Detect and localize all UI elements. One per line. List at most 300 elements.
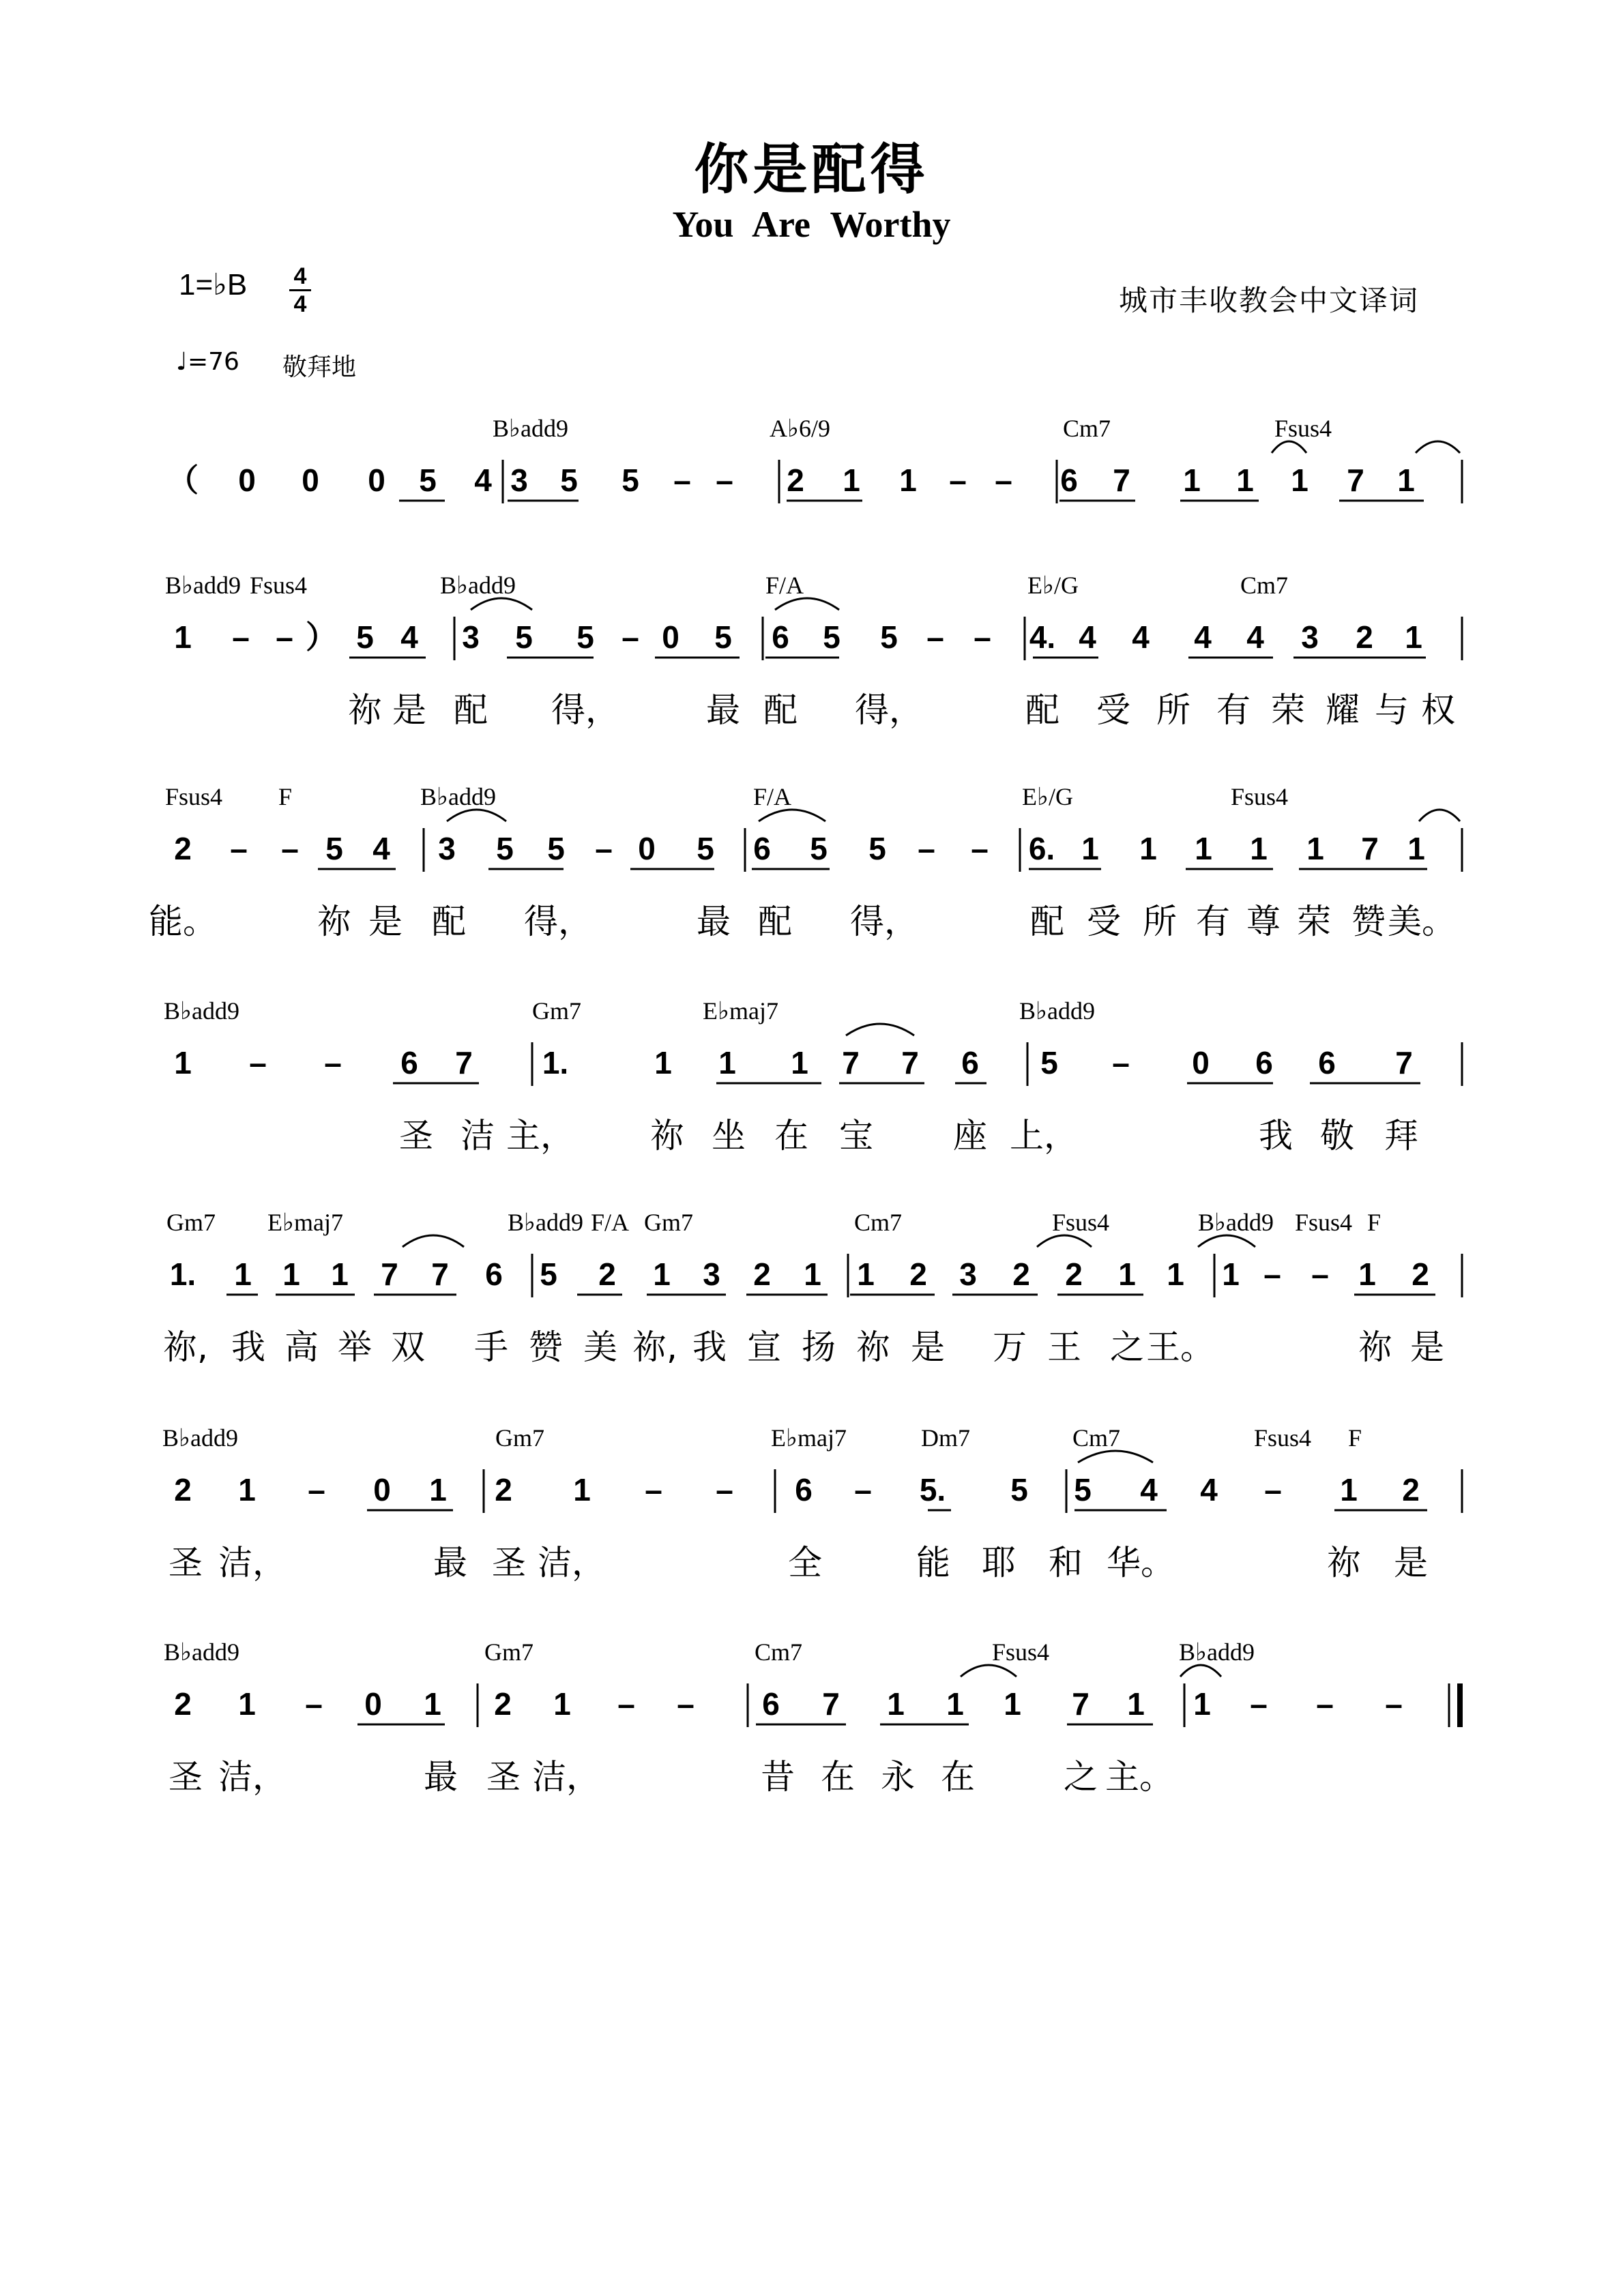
jianpu-note: –	[324, 1045, 342, 1080]
jianpu-note: –	[995, 462, 1012, 498]
jianpu-note: 5	[356, 619, 374, 655]
chord-symbol: Cm7	[1063, 415, 1111, 442]
jianpu-note: 1	[791, 1045, 808, 1080]
jianpu-note: 2	[494, 1686, 512, 1722]
jianpu-note: 1	[1236, 462, 1254, 498]
jianpu-note: 5	[419, 462, 437, 498]
lyric-syllable: 得，	[855, 690, 923, 730]
chord-symbol: Fsus4	[1295, 1209, 1353, 1236]
jianpu-note: 7	[901, 1045, 919, 1080]
lyric-syllable: 是	[911, 1327, 945, 1367]
jianpu-note: 1	[843, 462, 860, 498]
jianpu-note: 1	[331, 1256, 349, 1292]
jianpu-note: 5.	[919, 1472, 946, 1507]
jianpu-note: 7	[1361, 831, 1379, 866]
jianpu-note: 1	[1118, 1256, 1136, 1292]
lyric-syllable: 配	[1025, 690, 1059, 730]
lyric-syllable: 尊	[1246, 902, 1281, 941]
lyric-syllable: 祢	[317, 902, 351, 941]
lyric-syllable: 配	[432, 902, 466, 941]
lyric-syllable: 是	[1410, 1327, 1444, 1367]
chord-symbol: F	[1367, 1209, 1381, 1236]
lyric-syllable: 圣	[169, 1757, 203, 1797]
chord-symbol: F/A	[591, 1209, 630, 1236]
jianpu-note: –	[230, 831, 248, 866]
jianpu-note: 1	[1081, 831, 1099, 866]
time-signature-bottom: 4	[293, 291, 307, 317]
chord-symbol: B♭add9	[440, 572, 516, 599]
jianpu-note: 5	[547, 831, 565, 866]
chord-symbol: E♭maj7	[771, 1424, 847, 1452]
chord-symbol: Gm7	[644, 1209, 693, 1236]
jianpu-note: 2	[1402, 1472, 1420, 1507]
jianpu-note: –	[645, 1472, 662, 1507]
jianpu-note: –	[677, 1686, 694, 1722]
lyric-syllable: 配	[763, 690, 798, 730]
jianpu-note: 6	[1255, 1045, 1273, 1080]
jianpu-note: 1	[424, 1686, 441, 1722]
lyric-syllable: 永	[881, 1757, 915, 1797]
expression-marking: 敬拜地	[282, 353, 357, 381]
jianpu-note: 2	[495, 1472, 512, 1507]
jianpu-note: 7	[1347, 462, 1364, 498]
jianpu-note: 1	[1407, 831, 1425, 866]
lyric-syllable: 洁，	[532, 1757, 600, 1797]
jianpu-note: 1	[1193, 1686, 1211, 1722]
jianpu-note: 6	[1318, 1045, 1336, 1080]
jianpu-note: 3	[438, 831, 456, 866]
tie-slur	[1419, 810, 1460, 821]
jianpu-note: –	[617, 1686, 635, 1722]
chord-symbol: Gm7	[166, 1209, 216, 1236]
jianpu-note: 2	[787, 462, 804, 498]
jianpu-note: 1	[1306, 831, 1324, 866]
lyric-syllable: 之	[1064, 1757, 1098, 1797]
jianpu-note: 1.	[169, 1256, 196, 1292]
jianpu-note: –	[716, 462, 733, 498]
jianpu-note: 7	[1395, 1045, 1413, 1080]
lyric-syllable: 祢,	[163, 1327, 208, 1367]
lyric-syllable: 王。	[1146, 1327, 1214, 1367]
jianpu-note: 1	[238, 1686, 256, 1722]
jianpu-note: 6	[1060, 462, 1078, 498]
lyric-syllable: 上，	[1010, 1116, 1078, 1156]
lyric-syllable: 坐	[712, 1116, 746, 1156]
jianpu-note: 6	[772, 619, 789, 655]
jianpu-note: 1	[174, 1045, 192, 1080]
jianpu-note: –	[971, 831, 989, 866]
lyric-syllable: 高	[284, 1327, 319, 1367]
jianpu-note: –	[232, 619, 250, 655]
chord-symbol: F	[1348, 1424, 1362, 1452]
jianpu-note: 4	[1079, 619, 1096, 655]
tie-slur	[1078, 1451, 1153, 1462]
jianpu-note: 1	[1195, 831, 1212, 866]
chord-symbol: Cm7	[1072, 1424, 1121, 1452]
lyric-syllable: 耀	[1326, 690, 1360, 730]
lyric-syllable: 祢,	[632, 1327, 677, 1367]
tie-slur	[1180, 1665, 1221, 1677]
lyric-syllable: 祢	[348, 690, 382, 730]
chord-symbol: E♭maj7	[267, 1209, 343, 1236]
jianpu-note: 5	[1040, 1045, 1058, 1080]
jianpu-note: –	[595, 831, 613, 866]
jianpu-note: 1	[718, 1045, 736, 1080]
jianpu-note: 0	[638, 831, 656, 866]
jianpu-note: 5	[714, 619, 732, 655]
jianpu-note: 1	[573, 1472, 591, 1507]
lyric-syllable: 祢	[1327, 1543, 1361, 1583]
jianpu-note: –	[1264, 1472, 1282, 1507]
tie-slur	[403, 1235, 464, 1247]
lyric-syllable: 洁，	[538, 1543, 606, 1583]
jianpu-note: 1	[1358, 1256, 1376, 1292]
jianpu-note: –	[1385, 1686, 1403, 1722]
chord-symbol: E♭maj7	[703, 997, 778, 1025]
lyric-syllable: 耶	[982, 1543, 1016, 1583]
jianpu-note: –	[918, 831, 935, 866]
chord-symbol: Fsus4	[992, 1638, 1050, 1666]
jianpu-note: 1	[1139, 831, 1157, 866]
jianpu-note: 0	[662, 619, 679, 655]
chord-symbol: Fsus4	[165, 783, 223, 810]
jianpu-note: –	[308, 1472, 325, 1507]
tempo-marking: ♩=76	[176, 348, 239, 376]
lyric-syllable: 王	[1047, 1327, 1081, 1367]
lyric-syllable: 拜	[1384, 1116, 1418, 1156]
tie-slur	[961, 1665, 1017, 1677]
chord-symbol: B♭add9	[420, 783, 496, 810]
time-signature-top: 4	[293, 263, 307, 289]
jianpu-note: 4	[1246, 619, 1264, 655]
lyric-syllable: 宝	[839, 1116, 873, 1156]
jianpu-note: 0	[373, 1472, 391, 1507]
lyric-syllable: 受	[1087, 902, 1121, 941]
lyric-syllable: 配	[454, 690, 488, 730]
chord-symbol: Cm7	[1240, 572, 1289, 599]
jianpu-note: 2	[174, 1472, 192, 1507]
lyric-syllable: 全	[788, 1543, 822, 1583]
jianpu-note: 1	[899, 462, 917, 498]
tie-slur	[775, 598, 839, 610]
lyric-syllable: 荣	[1297, 902, 1331, 941]
jianpu-note: 1	[429, 1472, 447, 1507]
chord-symbol: Dm7	[921, 1424, 970, 1452]
jianpu-note: ）	[306, 619, 337, 655]
lyric-syllable: 我	[1259, 1116, 1293, 1156]
jianpu-note: 5	[622, 462, 639, 498]
jianpu-note: 6	[795, 1472, 813, 1507]
lyric-syllable: 能。	[149, 902, 217, 941]
lyric-syllable: 是	[392, 690, 426, 730]
jianpu-note: 3	[703, 1256, 720, 1292]
jianpu-note: 4	[372, 831, 390, 866]
jianpu-note: 5	[880, 619, 898, 655]
jianpu-note: 1.	[542, 1045, 569, 1080]
jianpu-note: –	[926, 619, 944, 655]
lyric-syllable: 最	[697, 902, 731, 941]
lyric-syllable: 最	[706, 690, 740, 730]
jianpu-note: 5	[868, 831, 886, 866]
jianpu-note: –	[1316, 1686, 1334, 1722]
lyric-syllable: 能	[916, 1543, 950, 1583]
jianpu-note: 1	[234, 1256, 252, 1292]
jianpu-note: 1	[1397, 462, 1415, 498]
jianpu-note: 2	[1012, 1256, 1030, 1292]
jianpu-note: 4	[1140, 1472, 1158, 1507]
lyric-syllable: 得，	[850, 902, 918, 941]
song-title: 你是配得	[694, 137, 929, 201]
jianpu-note: 7	[455, 1045, 473, 1080]
lyric-syllable: 扬	[802, 1327, 836, 1367]
jianpu-note: –	[305, 1686, 323, 1722]
jianpu-note: 3	[510, 462, 528, 498]
lyric-syllable: 手	[474, 1327, 508, 1367]
jianpu-note: 6	[485, 1256, 503, 1292]
jianpu-note: 5	[823, 619, 840, 655]
jianpu-note: 5	[1010, 1472, 1028, 1507]
lyric-syllable: 圣	[169, 1543, 203, 1583]
jianpu-note: 2	[753, 1256, 771, 1292]
lyric-syllable: 圣	[486, 1757, 521, 1797]
jianpu-note: 6	[762, 1686, 780, 1722]
lyric-syllable: 所	[1156, 690, 1190, 730]
jianpu-note: 5	[496, 831, 514, 866]
lyric-syllable: 祢	[650, 1116, 684, 1156]
jianpu-note: –	[1263, 1256, 1281, 1292]
jianpu-note: 0	[1192, 1045, 1210, 1080]
lyric-syllable: 美。	[1388, 902, 1456, 941]
chord-symbol: Cm7	[854, 1209, 903, 1236]
chord-symbol: F/A	[753, 783, 792, 810]
jianpu-note: 1	[887, 1686, 905, 1722]
jianpu-note: 7	[1072, 1686, 1090, 1722]
jianpu-note: 1	[857, 1256, 875, 1292]
chord-symbol: Fsus4	[1052, 1209, 1110, 1236]
chord-symbol: A♭6/9	[770, 415, 830, 442]
lyric-syllable: 赞	[1351, 902, 1386, 941]
jianpu-note: 0	[238, 462, 256, 498]
chord-symbol: B♭add9	[493, 415, 568, 442]
tie-slur	[471, 598, 532, 610]
jianpu-note: 1	[1222, 1256, 1240, 1292]
lyric-syllable: 洁，	[218, 1543, 287, 1583]
jianpu-note: 1	[553, 1686, 571, 1722]
jianpu-note: 4	[1194, 619, 1212, 655]
jianpu-note: 5	[560, 462, 578, 498]
lyric-syllable: 敬	[1320, 1116, 1354, 1156]
chord-symbol: B♭add9	[164, 1638, 239, 1666]
jianpu-note: 1	[1405, 619, 1422, 655]
chord-symbol: B♭add9	[162, 1424, 238, 1452]
jianpu-note: –	[1311, 1256, 1329, 1292]
lyric-syllable: 宣	[747, 1327, 781, 1367]
lyric-syllable: 权	[1421, 690, 1455, 730]
lyric-syllable: 美	[583, 1327, 617, 1367]
chord-symbol: Gm7	[495, 1424, 544, 1452]
chord-symbol: F	[278, 783, 293, 810]
chord-symbol: B♭add9	[1019, 997, 1095, 1025]
jianpu-note: 0	[364, 1686, 382, 1722]
jianpu-note: –	[673, 462, 691, 498]
lyric-syllable: 配	[1030, 902, 1064, 941]
lyric-syllable: 我	[692, 1327, 727, 1367]
chord-symbol: Cm7	[755, 1638, 803, 1666]
jianpu-note: 2	[174, 831, 192, 866]
lyric-syllable: 在	[941, 1757, 975, 1797]
lyric-syllable: 圣	[399, 1116, 433, 1156]
jianpu-note: 4	[474, 462, 492, 498]
lyric-syllable: 得，	[524, 902, 592, 941]
lyric-syllable: 双	[391, 1327, 425, 1367]
jianpu-note: 1	[653, 1256, 671, 1292]
jianpu-note: 1	[1167, 1256, 1184, 1292]
chord-symbol: Fsus4	[1274, 415, 1332, 442]
jianpu-note: –	[974, 619, 991, 655]
lyric-syllable: 有	[1216, 690, 1251, 730]
jianpu-note: 7	[431, 1256, 449, 1292]
lyric-syllable: 与	[1375, 690, 1409, 730]
jianpu-note: –	[1112, 1045, 1130, 1080]
jianpu-note: 7	[822, 1686, 840, 1722]
jianpu-note: 6	[400, 1045, 418, 1080]
jianpu-note: 1	[282, 1256, 300, 1292]
lyric-syllable: 万	[993, 1327, 1027, 1367]
jianpu-note: 2	[174, 1686, 192, 1722]
jianpu-note: 6	[753, 831, 771, 866]
chord-symbol: B♭add9	[1198, 1209, 1274, 1236]
tie-slur	[1198, 1235, 1255, 1247]
chord-symbol: Fsus4	[1254, 1424, 1312, 1452]
jianpu-note: 5	[576, 619, 594, 655]
jianpu-note: –	[276, 619, 293, 655]
jianpu-note: 4.	[1029, 619, 1056, 655]
jianpu-note: 4	[400, 619, 418, 655]
jianpu-note: –	[622, 619, 639, 655]
jianpu-note: 2	[598, 1256, 616, 1292]
jianpu-note: 1	[804, 1256, 821, 1292]
jianpu-note: 1	[1291, 462, 1308, 498]
chord-symbol: B♭add9	[165, 572, 241, 599]
lyric-syllable: 配	[758, 902, 792, 941]
jianpu-note: 7	[1113, 462, 1130, 498]
jianpu-note: 5	[697, 831, 714, 866]
lyric-syllable: 赞	[529, 1327, 563, 1367]
lyric-syllable: 有	[1196, 902, 1230, 941]
jianpu-note: 3	[462, 619, 480, 655]
jianpu-note: 1	[1183, 462, 1201, 498]
jianpu-note: 1	[946, 1686, 964, 1722]
lyric-syllable: 在	[821, 1757, 855, 1797]
lyric-syllable: 所	[1143, 902, 1177, 941]
lyric-syllable: 洁	[460, 1116, 495, 1156]
jianpu-note: 1	[1004, 1686, 1021, 1722]
lyric-syllable: 得，	[551, 690, 619, 730]
jianpu-note: 2	[909, 1256, 927, 1292]
tie-slur	[846, 1024, 914, 1035]
lyric-syllable: 是	[368, 902, 403, 941]
lyric-syllable: 和	[1049, 1543, 1083, 1583]
jianpu-note: 2	[1412, 1256, 1429, 1292]
chord-symbol: E♭/G	[1022, 783, 1073, 810]
jianpu-note: 7	[381, 1256, 398, 1292]
lyric-syllable: 祢	[1358, 1327, 1392, 1367]
lyric-syllable: 受	[1096, 690, 1130, 730]
lyric-syllable: 华。	[1107, 1543, 1175, 1583]
lyric-syllable: 是	[1394, 1543, 1428, 1583]
lyric-syllable: 座	[953, 1116, 987, 1156]
lyric-syllable: 主。	[1105, 1757, 1173, 1797]
jianpu-note: 1	[1127, 1686, 1145, 1722]
jianpu-note: 3	[959, 1256, 977, 1292]
jianpu-note: 1	[174, 619, 192, 655]
jianpu-note: 5	[325, 831, 343, 866]
lyric-syllable: 圣	[492, 1543, 526, 1583]
jianpu-note: 4	[1132, 619, 1150, 655]
lyric-syllable: 主，	[506, 1116, 574, 1156]
jianpu-note: –	[949, 462, 967, 498]
tie-slur	[1037, 1235, 1092, 1247]
jianpu-note: 1	[654, 1045, 672, 1080]
jianpu-note: 1	[1250, 831, 1268, 866]
lyric-syllable: 最	[433, 1543, 467, 1583]
tie-slur	[447, 810, 506, 821]
lyric-syllable: 我	[231, 1327, 265, 1367]
tie-slur	[1416, 441, 1460, 453]
jianpu-note: –	[1250, 1686, 1268, 1722]
jianpu-note: 7	[842, 1045, 860, 1080]
jianpu-note: 0	[302, 462, 319, 498]
jianpu-note: 1	[238, 1472, 256, 1507]
lyric-syllable: 在	[774, 1116, 808, 1156]
jianpu-note: 6	[961, 1045, 979, 1080]
lyric-syllable: 昔	[761, 1757, 795, 1797]
chord-symbol: B♭add9	[508, 1209, 583, 1236]
jianpu-note: 5	[540, 1256, 557, 1292]
jianpu-note: 5	[1074, 1472, 1092, 1507]
tie-slur	[1272, 441, 1306, 453]
jianpu-note: 3	[1301, 619, 1319, 655]
jianpu-note: –	[281, 831, 299, 866]
chord-symbol: Fsus4	[1231, 783, 1289, 810]
lyric-syllable: 举	[338, 1327, 372, 1367]
lyric-syllable: 荣	[1271, 690, 1305, 730]
jianpu-note: 5	[515, 619, 533, 655]
lyric-syllable: 之	[1110, 1327, 1144, 1367]
lyric-syllable: 洁，	[218, 1757, 287, 1797]
chord-symbol: E♭/G	[1027, 572, 1079, 599]
jianpu-note: 5	[810, 831, 828, 866]
jianpu-note: –	[854, 1472, 872, 1507]
translation-credit: 城市丰收教会中文译词	[1119, 284, 1420, 317]
chord-symbol: F/A	[765, 572, 804, 599]
chord-symbol: Gm7	[484, 1638, 533, 1666]
jianpu-note: 2	[1356, 619, 1373, 655]
jianpu-note: 0	[368, 462, 385, 498]
chord-symbol: Fsus4	[250, 572, 308, 599]
chord-symbol: Gm7	[532, 997, 581, 1025]
jianpu-note: –	[249, 1045, 267, 1080]
jianpu-note: （	[167, 462, 199, 498]
key-signature: 1=♭B	[179, 268, 248, 301]
jianpu-note: 4	[1200, 1472, 1218, 1507]
tie-slur	[759, 810, 825, 821]
lyric-syllable: 祢	[856, 1327, 890, 1367]
jianpu-note: 1	[1340, 1472, 1358, 1507]
chord-symbol: B♭add9	[1179, 1638, 1255, 1666]
jianpu-note: 6.	[1028, 831, 1055, 866]
lyric-syllable: 最	[424, 1757, 458, 1797]
